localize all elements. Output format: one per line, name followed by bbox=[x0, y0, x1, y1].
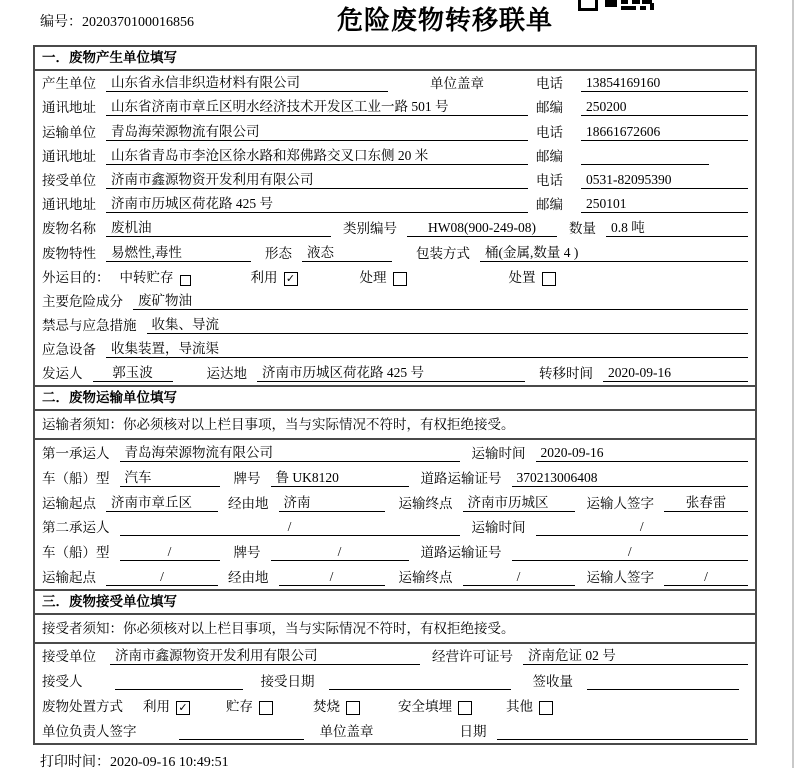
transporter-value: 青岛海荣源物流有限公司 bbox=[106, 120, 528, 141]
carrier1-label: 第一承运人 bbox=[42, 446, 110, 462]
waste-props-value: 易燃性,毒性 bbox=[106, 241, 251, 262]
transporter-phone-value: 18661672606 bbox=[581, 124, 748, 141]
taboo-label: 禁忌与应急措施 bbox=[42, 318, 137, 334]
transport-time-label: 运输时间 bbox=[471, 520, 526, 536]
route-end-label: 运输终点 bbox=[398, 495, 453, 511]
carrier-sign-label: 运输人签字 bbox=[586, 495, 654, 511]
transport-time-value: 2020-09-16 bbox=[536, 445, 749, 462]
received-qty-label: 签收量 bbox=[532, 674, 573, 690]
quantity-label: 数量 bbox=[569, 221, 596, 237]
receiver-address-value: 济南市历城区荷花路 425 号 bbox=[106, 192, 528, 213]
equipment-label: 应急设备 bbox=[42, 342, 96, 358]
acceptor-label: 接受人 bbox=[42, 674, 83, 690]
permit-value: 济南危证 02 号 bbox=[523, 644, 748, 665]
packing-label: 包装方式 bbox=[416, 245, 470, 261]
phone-label: 电话 bbox=[536, 172, 563, 188]
route-start2-value: / bbox=[106, 569, 218, 586]
address-label: 通讯地址 bbox=[42, 197, 96, 213]
purpose-transfer-label: 中转贮存 bbox=[119, 269, 174, 285]
vehicle1-row bbox=[35, 465, 755, 490]
transfer-time-label: 转移时间 bbox=[539, 366, 593, 382]
disposal-burn-label: 焚烧 bbox=[313, 699, 340, 715]
zip-label: 邮编 bbox=[536, 100, 563, 116]
checkbox-checked-icon: ✓ bbox=[176, 701, 190, 715]
carrier-sign-value: 张春雷 bbox=[664, 491, 748, 512]
transporter-row bbox=[35, 119, 755, 143]
date-value bbox=[497, 724, 749, 740]
road-license-label: 道路运输证号 bbox=[420, 470, 502, 486]
receiver-value: 济南市鑫源物资开发利用有限公司 bbox=[106, 168, 528, 189]
checkbox-unchecked-icon bbox=[539, 701, 553, 715]
dispatcher-value: 郭玉波 bbox=[93, 361, 173, 382]
purpose-label: 外运目的： bbox=[42, 269, 110, 285]
accept-date-value bbox=[329, 674, 511, 690]
route1-row bbox=[35, 490, 755, 515]
category-code-label: 类别编号 bbox=[343, 221, 397, 237]
disposal-row bbox=[35, 693, 755, 718]
road-license2-value: / bbox=[512, 544, 749, 561]
address-label: 通讯地址 bbox=[42, 148, 96, 164]
checkbox-unchecked-icon bbox=[542, 272, 556, 286]
print-time-label: 打印时间： bbox=[40, 755, 110, 770]
unit-head-sign-label: 单位负责人签字 bbox=[42, 724, 137, 740]
receiving-unit-value: 济南市鑫源物资开发利用有限公司 bbox=[110, 644, 420, 665]
producer-value: 山东省永信非织造材料有限公司 bbox=[106, 71, 388, 92]
dispatcher-label: 发运人 bbox=[42, 366, 83, 382]
receiver-address-row bbox=[35, 192, 755, 216]
date-label: 日期 bbox=[459, 724, 487, 740]
waste-name-row bbox=[35, 216, 755, 240]
transfer-form bbox=[33, 45, 757, 745]
qr-code-partial-icon bbox=[578, 0, 654, 11]
vehicle-type2-value: / bbox=[120, 544, 220, 561]
route-end-value: 济南市历城区 bbox=[463, 491, 575, 512]
route-via-label: 经由地 bbox=[228, 569, 269, 585]
phone-label: 电话 bbox=[536, 124, 563, 140]
dispatch-row bbox=[35, 361, 755, 385]
taboo-row bbox=[35, 313, 755, 337]
form-value: 液态 bbox=[302, 241, 392, 262]
zip-label: 邮编 bbox=[536, 197, 563, 213]
page-edge-divider bbox=[792, 0, 794, 768]
transporter-address-row bbox=[35, 144, 755, 168]
quantity-value: 0.8 吨 bbox=[606, 216, 748, 237]
transporter-label: 运输单位 bbox=[42, 124, 96, 140]
phone-label: 电话 bbox=[536, 76, 563, 92]
permit-label: 经营许可证号 bbox=[432, 649, 513, 665]
hazard-row bbox=[35, 289, 755, 313]
equipment-value: 收集装置，导流渠 bbox=[106, 337, 748, 358]
address-label: 通讯地址 bbox=[42, 100, 96, 116]
route-via-label: 经由地 bbox=[228, 495, 269, 511]
destination-label: 运达地 bbox=[206, 366, 247, 382]
form-label: 形态 bbox=[265, 245, 292, 261]
hazard-value: 废矿物油 bbox=[133, 289, 748, 310]
carrier2-label: 第二承运人 bbox=[42, 520, 110, 536]
producer-label: 产生单位 bbox=[42, 76, 96, 92]
print-time bbox=[40, 751, 229, 771]
receiver-notice: 接受者须知：你必须核对以上栏目事项，当与实际情况不符时，有权拒绝接受。 bbox=[35, 615, 755, 644]
route-start-label: 运输起点 bbox=[42, 569, 96, 585]
acceptor-value bbox=[115, 674, 243, 690]
unit-seal-label: 单位盖章 bbox=[430, 76, 484, 92]
page-title: 危险废物转移联单 bbox=[336, 6, 553, 35]
waste-name-label: 废物名称 bbox=[42, 221, 96, 237]
producer-zip-value: 250200 bbox=[581, 99, 748, 116]
route-start-value: 济南市章丘区 bbox=[106, 491, 218, 512]
receiver-label: 接受单位 bbox=[42, 172, 96, 188]
zip-label: 邮编 bbox=[536, 148, 563, 164]
road-license-value: 370213006408 bbox=[512, 470, 749, 487]
route-end-label: 运输终点 bbox=[398, 569, 453, 585]
plate2-value: / bbox=[271, 544, 409, 561]
transporter-zip-value bbox=[581, 149, 709, 165]
route2-row bbox=[35, 564, 755, 589]
vehicle-type-label: 车（船）型 bbox=[42, 544, 110, 560]
signature-row bbox=[35, 718, 755, 743]
section3-heading: 三．废物接受单位填写 bbox=[35, 589, 755, 615]
producer-row bbox=[35, 71, 755, 95]
carrier-sign-label: 运输人签字 bbox=[586, 569, 654, 585]
carrier-sign2-value: / bbox=[664, 569, 748, 586]
plate-label: 牌号 bbox=[233, 544, 261, 560]
route-via-value: 济南 bbox=[279, 491, 385, 512]
checkbox-unchecked-icon bbox=[458, 701, 472, 715]
acceptor-row bbox=[35, 668, 755, 693]
serial-label: 编号： bbox=[40, 15, 82, 30]
unit-head-sign-value bbox=[179, 724, 304, 740]
section1-heading: 一．废物产生单位填写 bbox=[35, 47, 755, 71]
packing-value: 桶(金属,数量 4 ) bbox=[480, 241, 748, 262]
category-code-value: HW08(900-249-08) bbox=[407, 220, 557, 237]
road-license-label: 道路运输证号 bbox=[420, 544, 502, 560]
transporter-address-value: 山东省青岛市李沧区徐水路和郑佛路交叉口东侧 20 米 bbox=[106, 144, 528, 165]
taboo-value: 收集、导流 bbox=[147, 313, 749, 334]
plate-value: 鲁 UK8120 bbox=[271, 466, 409, 487]
transport-time2-value: / bbox=[536, 519, 749, 536]
receiving-unit-label: 接受单位 bbox=[42, 649, 96, 665]
carrier1-value: 青岛海荣源物流有限公司 bbox=[120, 441, 460, 462]
unit-seal-label: 单位盖章 bbox=[319, 724, 374, 740]
disposal-other-label: 其他 bbox=[506, 699, 533, 715]
receiver-row bbox=[35, 168, 755, 192]
section2-heading: 二．废物运输单位填写 bbox=[35, 385, 755, 411]
route-start-label: 运输起点 bbox=[42, 495, 96, 511]
serial-value: 2020370100016856 bbox=[82, 15, 194, 30]
carrier2-row bbox=[35, 515, 755, 540]
checkbox-unchecked-icon bbox=[259, 701, 273, 715]
producer-phone-value: 13854169160 bbox=[581, 75, 748, 92]
vehicle-type-label: 车（船）型 bbox=[42, 470, 110, 486]
receiving-unit-row bbox=[35, 644, 755, 669]
route-end2-value: / bbox=[463, 569, 575, 586]
purpose-treat-label: 处理 bbox=[359, 269, 387, 285]
vehicle2-row bbox=[35, 539, 755, 564]
disposal-store-label: 贮存 bbox=[226, 699, 253, 715]
receiver-zip-value: 250101 bbox=[581, 196, 748, 213]
producer-address-value: 山东省济南市章丘区明水经济技术开发区工业一路 501 号 bbox=[106, 95, 528, 116]
disposal-use-label: 利用 bbox=[143, 699, 170, 715]
disposal-label: 废物处置方式 bbox=[42, 699, 123, 715]
print-time-value: 2020-09-16 10:49:51 bbox=[110, 755, 229, 770]
waste-props-row bbox=[35, 240, 755, 264]
destination-value: 济南市历城区荷花路 425 号 bbox=[257, 361, 525, 382]
waste-props-label: 废物特性 bbox=[42, 245, 96, 261]
purpose-dispose-label: 处置 bbox=[508, 269, 536, 285]
checkbox-unchecked-icon bbox=[393, 272, 407, 286]
plate-label: 牌号 bbox=[233, 470, 261, 486]
checkbox-checked-icon: ✓ bbox=[284, 272, 298, 286]
equipment-row bbox=[35, 337, 755, 361]
accept-date-label: 接受日期 bbox=[260, 674, 315, 690]
received-qty-value bbox=[587, 674, 739, 690]
hazard-label: 主要危险成分 bbox=[42, 293, 123, 309]
checkbox-unchecked-icon bbox=[346, 701, 360, 715]
receiver-phone-value: 0531-82095390 bbox=[581, 172, 748, 189]
transport-time-label: 运输时间 bbox=[471, 446, 526, 462]
transporter-notice: 运输者须知：你必须核对以上栏目事项，当与实际情况不符时，有权拒绝接受。 bbox=[35, 411, 755, 440]
route-via2-value: / bbox=[279, 569, 385, 586]
carrier1-row bbox=[35, 440, 755, 465]
checkbox-unchecked-icon bbox=[180, 275, 191, 286]
vehicle-type-value: 汽车 bbox=[120, 466, 220, 487]
purpose-row bbox=[35, 265, 755, 289]
disposal-landfill-label: 安全填埋 bbox=[398, 699, 452, 715]
transfer-time-value: 2020-09-16 bbox=[603, 365, 748, 382]
producer-address-row bbox=[35, 95, 755, 119]
waste-name-value: 废机油 bbox=[106, 216, 331, 237]
purpose-use-label: 利用 bbox=[250, 269, 278, 285]
carrier2-value: / bbox=[120, 519, 460, 536]
